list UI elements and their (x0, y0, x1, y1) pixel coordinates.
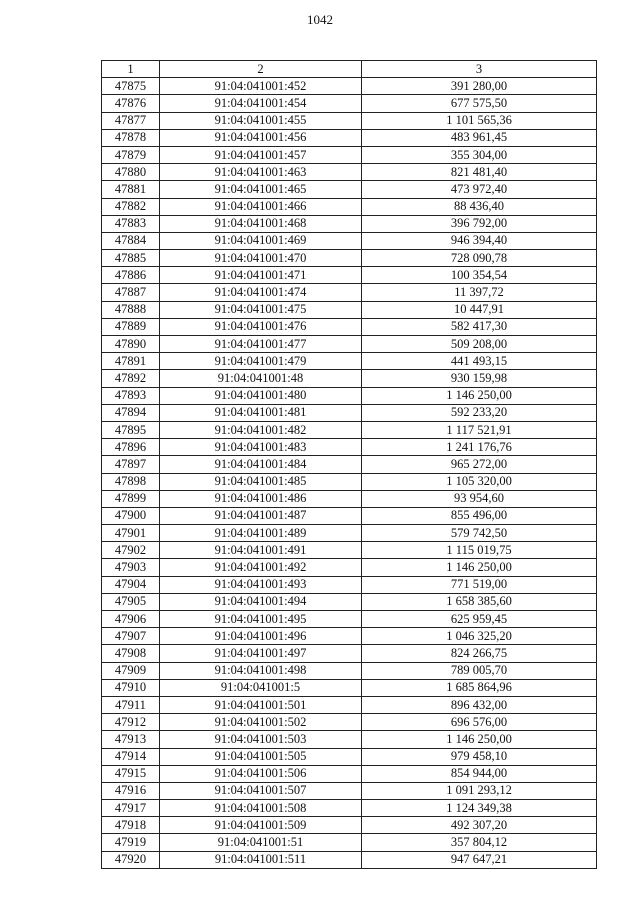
value-cell: 391 280,00 (362, 78, 597, 95)
row-number-cell: 47912 (102, 714, 160, 731)
row-number-cell: 47913 (102, 731, 160, 748)
row-number-cell: 47889 (102, 318, 160, 335)
row-number-cell: 47883 (102, 215, 160, 232)
row-number-cell: 47904 (102, 576, 160, 593)
row-number-cell: 47900 (102, 507, 160, 524)
table-row (102, 593, 597, 610)
table-row (102, 146, 597, 163)
value-cell: 789 005,70 (362, 662, 597, 679)
value-cell: 1 105 320,00 (362, 473, 597, 490)
table-row (102, 490, 597, 507)
row-number-cell: 47884 (102, 232, 160, 249)
table-row (102, 748, 597, 765)
value-cell: 355 304,00 (362, 146, 597, 163)
row-number-cell: 47896 (102, 439, 160, 456)
cadastral-number-cell: 91:04:041001:501 (160, 696, 362, 713)
cadastral-number-cell: 91:04:041001:503 (160, 731, 362, 748)
cadastral-number-cell: 91:04:041001:493 (160, 576, 362, 593)
row-number-cell: 47886 (102, 267, 160, 284)
row-number-cell: 47907 (102, 628, 160, 645)
row-number-cell: 47914 (102, 748, 160, 765)
cadastral-number-cell: 91:04:041001:471 (160, 267, 362, 284)
table-row (102, 439, 597, 456)
cadastral-number-cell: 91:04:041001:463 (160, 164, 362, 181)
cadastral-number-cell: 91:04:041001:475 (160, 301, 362, 318)
value-cell: 1 124 349,38 (362, 800, 597, 817)
table-row (102, 473, 597, 490)
value-cell: 1 685 864,96 (362, 679, 597, 696)
cadastral-number-cell: 91:04:041001:496 (160, 628, 362, 645)
value-cell: 854 944,00 (362, 765, 597, 782)
cadastral-number-cell: 91:04:041001:497 (160, 645, 362, 662)
row-number-cell: 47916 (102, 782, 160, 799)
table-row (102, 782, 597, 799)
table-row (102, 404, 597, 421)
value-cell: 1 146 250,00 (362, 731, 597, 748)
value-cell: 93 954,60 (362, 490, 597, 507)
value-cell: 696 576,00 (362, 714, 597, 731)
value-cell: 582 417,30 (362, 318, 597, 335)
table-row (102, 198, 597, 215)
value-cell: 396 792,00 (362, 215, 597, 232)
cadastral-number-cell: 91:04:041001:508 (160, 800, 362, 817)
cadastral-number-cell: 91:04:041001:479 (160, 353, 362, 370)
cadastral-number-cell: 91:04:041001:494 (160, 593, 362, 610)
row-number-cell: 47888 (102, 301, 160, 318)
table-row (102, 421, 597, 438)
cadastral-number-cell: 91:04:041001:487 (160, 507, 362, 524)
table-body (102, 78, 597, 869)
value-cell: 896 432,00 (362, 696, 597, 713)
table-row (102, 542, 597, 559)
cadastral-number-cell: 91:04:041001:491 (160, 542, 362, 559)
table-row (102, 215, 597, 232)
cadastral-number-cell: 91:04:041001:489 (160, 525, 362, 542)
value-cell: 930 159,98 (362, 370, 597, 387)
row-number-cell: 47915 (102, 765, 160, 782)
table-row (102, 267, 597, 284)
row-number-cell: 47895 (102, 421, 160, 438)
row-number-cell: 47905 (102, 593, 160, 610)
row-number-cell: 47917 (102, 800, 160, 817)
table-row (102, 731, 597, 748)
value-cell: 771 519,00 (362, 576, 597, 593)
row-number-cell: 47909 (102, 662, 160, 679)
cadastral-number-cell: 91:04:041001:5 (160, 679, 362, 696)
cadastral-number-cell: 91:04:041001:492 (160, 559, 362, 576)
row-number-cell: 47902 (102, 542, 160, 559)
row-number-cell: 47911 (102, 696, 160, 713)
column-header-1: 1 (102, 61, 160, 78)
table-row (102, 851, 597, 868)
cadastral-number-cell: 91:04:041001:474 (160, 284, 362, 301)
row-number-cell: 47920 (102, 851, 160, 868)
value-cell: 1 146 250,00 (362, 559, 597, 576)
row-number-cell: 47906 (102, 611, 160, 628)
cadastral-number-cell: 91:04:041001:455 (160, 112, 362, 129)
value-cell: 1 146 250,00 (362, 387, 597, 404)
cadastral-number-cell: 91:04:041001:485 (160, 473, 362, 490)
table-row (102, 250, 597, 267)
row-number-cell: 47898 (102, 473, 160, 490)
cadastral-number-cell: 91:04:041001:502 (160, 714, 362, 731)
row-number-cell: 47877 (102, 112, 160, 129)
cadastral-number-cell: 91:04:041001:468 (160, 215, 362, 232)
row-number-cell: 47893 (102, 387, 160, 404)
value-cell: 1 046 325,20 (362, 628, 597, 645)
table-row (102, 318, 597, 335)
row-number-cell: 47875 (102, 78, 160, 95)
value-cell: 1 115 019,75 (362, 542, 597, 559)
value-cell: 1 091 293,12 (362, 782, 597, 799)
cadastral-number-cell: 91:04:041001:482 (160, 421, 362, 438)
cadastral-number-cell: 91:04:041001:477 (160, 336, 362, 353)
value-cell: 10 447,91 (362, 301, 597, 318)
row-number-cell: 47881 (102, 181, 160, 198)
value-cell: 728 090,78 (362, 250, 597, 267)
cadastral-number-cell: 91:04:041001:465 (160, 181, 362, 198)
value-cell: 1 101 565,36 (362, 112, 597, 129)
table-row (102, 353, 597, 370)
cadastral-number-cell: 91:04:041001:456 (160, 129, 362, 146)
row-number-cell: 47894 (102, 404, 160, 421)
table-row (102, 817, 597, 834)
cadastral-number-cell: 91:04:041001:470 (160, 250, 362, 267)
table-row (102, 662, 597, 679)
value-cell: 473 972,40 (362, 181, 597, 198)
column-header-2: 2 (160, 61, 362, 78)
table-row (102, 765, 597, 782)
value-cell: 357 804,12 (362, 834, 597, 851)
table-row (102, 95, 597, 112)
cadastral-number-cell: 91:04:041001:498 (160, 662, 362, 679)
cadastral-number-cell: 91:04:041001:466 (160, 198, 362, 215)
table-row (102, 696, 597, 713)
row-number-cell: 47918 (102, 817, 160, 834)
cadastral-number-cell: 91:04:041001:480 (160, 387, 362, 404)
table-row (102, 525, 597, 542)
page-number: 1042 (307, 12, 333, 27)
cadastral-number-cell: 91:04:041001:469 (160, 232, 362, 249)
table-row (102, 679, 597, 696)
table-header-row (102, 61, 597, 78)
row-number-cell: 47903 (102, 559, 160, 576)
value-cell: 492 307,20 (362, 817, 597, 834)
table-row (102, 834, 597, 851)
value-cell: 579 742,50 (362, 525, 597, 542)
row-number-cell: 47885 (102, 250, 160, 267)
value-cell: 11 397,72 (362, 284, 597, 301)
table-row (102, 559, 597, 576)
table-row (102, 232, 597, 249)
cadastral-number-cell: 91:04:041001:452 (160, 78, 362, 95)
value-cell: 1 658 385,60 (362, 593, 597, 610)
cadastral-number-cell: 91:04:041001:509 (160, 817, 362, 834)
cadastral-number-cell: 91:04:041001:483 (160, 439, 362, 456)
table-row (102, 370, 597, 387)
value-cell: 88 436,40 (362, 198, 597, 215)
value-cell: 965 272,00 (362, 456, 597, 473)
table-row (102, 112, 597, 129)
cadastral-number-cell: 91:04:041001:505 (160, 748, 362, 765)
row-number-cell: 47892 (102, 370, 160, 387)
cadastral-number-cell: 91:04:041001:495 (160, 611, 362, 628)
value-cell: 821 481,40 (362, 164, 597, 181)
table-row (102, 645, 597, 662)
table-row (102, 164, 597, 181)
row-number-cell: 47876 (102, 95, 160, 112)
row-number-cell: 47878 (102, 129, 160, 146)
value-cell: 947 647,21 (362, 851, 597, 868)
table-row (102, 78, 597, 95)
table-row (102, 456, 597, 473)
table-row (102, 628, 597, 645)
value-cell: 1 117 521,91 (362, 421, 597, 438)
row-number-cell: 47897 (102, 456, 160, 473)
table-row (102, 611, 597, 628)
cadastral-number-cell: 91:04:041001:48 (160, 370, 362, 387)
cadastral-number-cell: 91:04:041001:457 (160, 146, 362, 163)
value-cell: 824 266,75 (362, 645, 597, 662)
value-cell: 855 496,00 (362, 507, 597, 524)
row-number-cell: 47919 (102, 834, 160, 851)
cadastral-number-cell: 91:04:041001:486 (160, 490, 362, 507)
table-row (102, 336, 597, 353)
value-cell: 483 961,45 (362, 129, 597, 146)
row-number-cell: 47901 (102, 525, 160, 542)
table-row (102, 800, 597, 817)
table-row (102, 576, 597, 593)
row-number-cell: 47908 (102, 645, 160, 662)
row-number-cell: 47890 (102, 336, 160, 353)
value-cell: 979 458,10 (362, 748, 597, 765)
value-cell: 1 241 176,76 (362, 439, 597, 456)
table-row (102, 284, 597, 301)
value-cell: 509 208,00 (362, 336, 597, 353)
value-cell: 625 959,45 (362, 611, 597, 628)
row-number-cell: 47882 (102, 198, 160, 215)
row-number-cell: 47880 (102, 164, 160, 181)
cadastral-number-cell: 91:04:041001:51 (160, 834, 362, 851)
row-number-cell: 47891 (102, 353, 160, 370)
cadastral-number-cell: 91:04:041001:454 (160, 95, 362, 112)
table-row (102, 181, 597, 198)
row-number-cell: 47879 (102, 146, 160, 163)
value-cell: 946 394,40 (362, 232, 597, 249)
registry-table (101, 60, 597, 869)
table-row (102, 129, 597, 146)
value-cell: 677 575,50 (362, 95, 597, 112)
table-row (102, 301, 597, 318)
value-cell: 441 493,15 (362, 353, 597, 370)
column-header-3: 3 (362, 61, 597, 78)
row-number-cell: 47887 (102, 284, 160, 301)
row-number-cell: 47910 (102, 679, 160, 696)
value-cell: 100 354,54 (362, 267, 597, 284)
cadastral-number-cell: 91:04:041001:507 (160, 782, 362, 799)
cadastral-number-cell: 91:04:041001:511 (160, 851, 362, 868)
cadastral-number-cell: 91:04:041001:484 (160, 456, 362, 473)
table-row (102, 387, 597, 404)
cadastral-number-cell: 91:04:041001:481 (160, 404, 362, 421)
cadastral-number-cell: 91:04:041001:476 (160, 318, 362, 335)
table-row (102, 507, 597, 524)
row-number-cell: 47899 (102, 490, 160, 507)
value-cell: 592 233,20 (362, 404, 597, 421)
cadastral-number-cell: 91:04:041001:506 (160, 765, 362, 782)
table-row (102, 714, 597, 731)
